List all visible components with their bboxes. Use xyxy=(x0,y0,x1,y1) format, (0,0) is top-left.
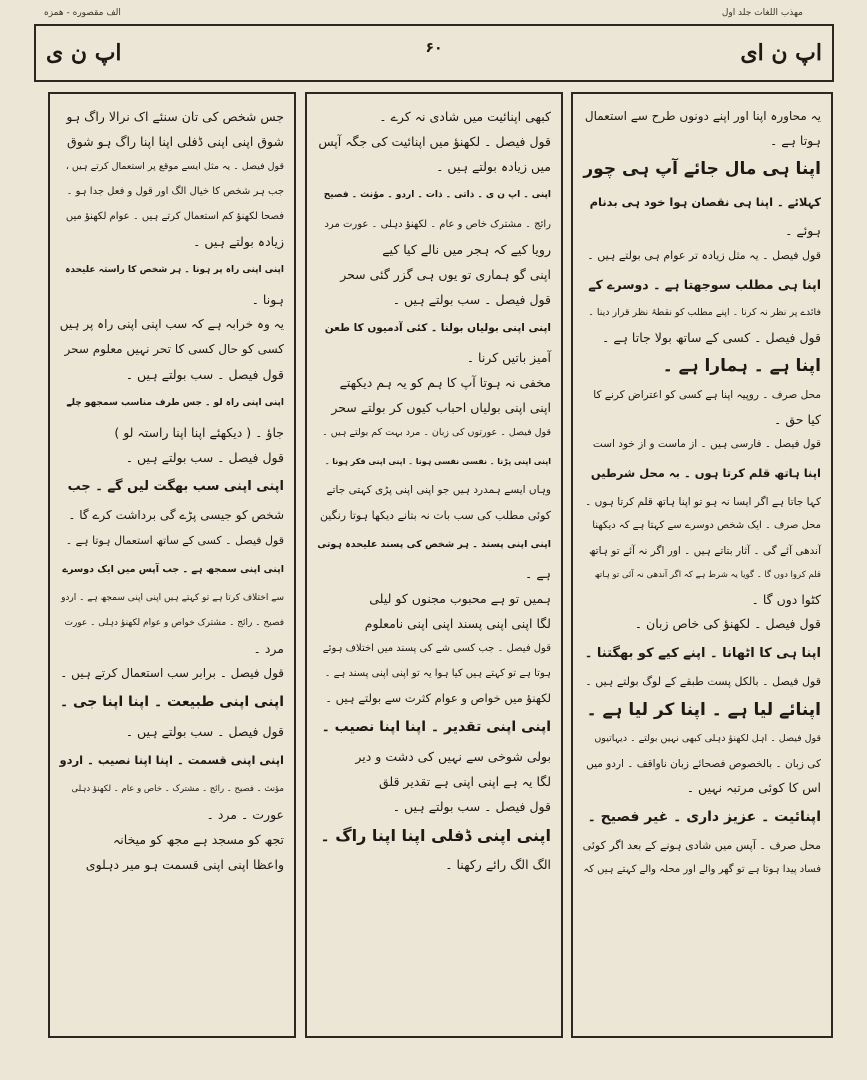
entry-headword: اپنا ہی کا اٹھانا ۔ اپنے کیے کو بھگتنا ۔ xyxy=(584,645,821,661)
entry-text-line: شوق اپنی اپنی ڈفلی اپنا اپنا راگ ہو شوق xyxy=(67,134,284,149)
entry-text-line: لکھنؤ میں خواص و عوام کثرت سے بولتے ہیں ۔ xyxy=(325,691,551,705)
entry-text-line: کہا جاتا ہے اگر ایسا نہ ہو تو اپنا ہاتھ قلم کرتا ہوں ۔ xyxy=(585,495,821,508)
header-bar xyxy=(34,24,834,82)
entry-text-line: کی زبان ۔ بالخصوص فصحائے زبان ناواقف ۔ اردو میں xyxy=(586,757,821,770)
entry-text-line: سے اختلاف کرتا ہے تو کہتے ہیں اپنی اپنی سمجھ ہے ۔ اردو xyxy=(61,593,284,603)
entry-text-line: تجھ کو مسجد ہے مجھ کو میخانہ xyxy=(112,832,284,847)
entry-text-line: قول فیصل ۔ فارسی ہیں ۔ از ماست و از خود است xyxy=(592,438,821,450)
entry-text-line: یہ محاورہ اپنا اور اپنے دونوں طرح سے استعمال xyxy=(584,109,821,123)
entry-text-line: قول فیصل ۔ عورتوں کی زبان ۔ مرد بہت کم بولتے ہیں ۔ xyxy=(322,427,551,438)
entry-headword: اپنی اپنی تقدیر ۔ اپنا اپنا نصیب ۔ xyxy=(321,719,551,735)
entry-text-line: قول فیصل ۔ کسی کے ساتھ بولا جاتا ہے ۔ xyxy=(602,329,821,345)
entry-text-line: فائدے پر نظر نہ کرنا ۔ اپنے مطلب کو نقطۂ نظر قرار دینا ۔ xyxy=(588,307,821,318)
entry-text-line: بولی شوخی سے نہیں کی دشت و دیر xyxy=(355,749,551,764)
entry-text-line: لگا یہ ہے اپنی اپنی ہے تقدیر قلق xyxy=(379,774,551,789)
running-head-left: الف مقصوره - همزه xyxy=(44,8,121,18)
entry-headword: اپنی اپنی قسمت ۔ اپنا اپنا نصیب ۔ اردو xyxy=(59,753,284,767)
entry-headword: اپنی اپنی پڑنا ۔ نفسی نفسی ہونا ۔ اپنی اپنی فکر ہونا ۔ xyxy=(324,457,551,466)
column-right xyxy=(571,92,833,1038)
entry-text-line: قول فیصل ۔ سب بولتے ہیں ۔ xyxy=(392,799,551,814)
entry-text-line: محل صرف ۔ ایک شخص دوسرے سے کہتا ہے کہ دیکھنا xyxy=(592,520,821,531)
entry-text-line: قول فیصل ۔ کسی کے ساتھ استعمال ہوتا ہے ۔ xyxy=(65,534,284,547)
entry-text-line: فصحا لکھنؤ کم استعمال کرتے ہیں ۔ عوام لکھنؤ میں xyxy=(65,211,284,222)
entry-text-line: ہوتا ہے ۔ xyxy=(770,132,821,148)
entry-headword: اپنی اپنی راہ لو ۔ جس طرف مناسب سمجھو چلے xyxy=(66,398,284,408)
entry-text-line: قول فیصل ۔ سب بولتے ہیں ۔ xyxy=(125,367,284,382)
entry-headword: اپنائیت ۔ عزیز داری ۔ غیر فصیح ۔ xyxy=(587,808,821,825)
page-number: ۶۰ xyxy=(425,40,443,56)
entry-text-line: ہوتا ہے تو کہتے ہیں کیا ہوا یہ تو اپنی اپنی پسند ہے ۔ xyxy=(324,668,551,679)
entry-text-line: واعظا اپنی اپنی قسمت ہو میر دہلوی xyxy=(85,857,284,872)
entry-text-line: قول فیصل ۔ لکھنؤ کی خاص زبان ۔ xyxy=(634,616,821,631)
header-entry-right: اپ ن ای xyxy=(740,40,822,66)
entry-headword: اپنی اپنی پسند ۔ ہر شخص کی پسند علیحدہ ہوتی xyxy=(317,539,551,550)
entry-text-line: آندھی آئے گی ۔ آثار بتاتے ہیں ۔ اور اگر نہ آئے تو ہاتھ xyxy=(589,544,821,557)
entry-text-line: قول فیصل ۔ جب کسی شے کی پسند میں اختلاف ہوئے xyxy=(322,643,551,654)
entry-text-line: عورت ۔ مرد ۔ xyxy=(206,807,284,822)
entry-headword: اپنی اپنی طبیعت ۔ اپنا اپنا جی ۔ xyxy=(59,694,284,710)
running-head-right: مهذب اللغات جلد اول xyxy=(721,8,803,18)
entry-text-line: مرد ۔ xyxy=(253,641,284,656)
entry-text-line: محل صرف ۔ آپس میں شادی ہونے کے بعد اگر کوئی xyxy=(582,838,821,852)
entry-headword: اپنی اپنی بولیاں بولنا ۔ کئی آدمیوں کا طعن xyxy=(324,322,551,334)
entry-text-line: ہمیں تو ہے محبوب مجنوں کو لیلی xyxy=(369,591,551,606)
entry-text-line: لگا اپنی اپنی پسند اپنی اپنی نامعلوم xyxy=(364,616,551,631)
entry-text-line: قول فیصل ۔ اہل لکھنؤ دہلی کبھی نہیں بولتے ۔ دیہاتیوں xyxy=(594,733,821,744)
entry-text-line: فساد پیدا ہوتا ہے تو گھر والے اور محلہ والے کہتے ہیں کہ xyxy=(583,864,821,875)
entry-text-line: جس شخص کی تان سنئے اک نرالا راگ ہو xyxy=(66,109,284,124)
entry-headword: اپنا ہاتھ قلم کرتا ہوں ۔ بہ محل شرطیں xyxy=(590,465,821,480)
entry-headword: اپنا ہے ۔ ہمارا ہے ۔ xyxy=(662,356,821,376)
entry-text-line: کیا حق ۔ xyxy=(774,411,821,427)
entry-headword: اپنی اپنی راہ پر ہونا ۔ ہر شخص کا راستہ علیحدہ xyxy=(65,265,284,275)
entry-text-line: قول فیصل ۔ سب بولتے ہیں ۔ xyxy=(392,292,551,307)
entry-text-line: جب ہر شخص کا خیال الگ اور قول و فعل جدا ہو ۔ xyxy=(66,186,284,197)
entry-headword: اپنی ۔ اپ ن ی ۔ ذاتی ۔ ذات ۔ اردو ۔ مؤنث ۔ فصیح xyxy=(323,190,551,200)
entry-headword: اپنی اپنی سمجھ ہے ۔ جب آپس میں ایک دوسرے xyxy=(62,564,284,575)
entry-text-line: ہے ۔ xyxy=(525,566,551,581)
entry-headword: کہلائے ۔ اپنا ہی نقصان ہوا خود ہی بدنام xyxy=(589,195,821,209)
header-entry-left: اپ ن ی xyxy=(46,40,122,66)
entry-headword: اپنی اپنی سب بھگت لیں گے ۔ جب xyxy=(67,479,284,494)
entry-text-line: رائج ۔ مشترک خاص و عام ۔ لکھنؤ دہلی ۔ عورت مرد xyxy=(324,219,551,230)
entry-text-line: ہونا ۔ xyxy=(251,292,284,307)
entry-text-line: اپنی اپنی بولیاں احباب کیوں کر بولتے سحر xyxy=(331,400,551,415)
entry-text-line: قول فیصل ۔ برابر سب استعمال کرتے ہیں ۔ xyxy=(60,666,284,680)
entry-text-line: قول فیصل ۔ بالکل پست طبقے کے لوگ بولتے ہیں ۔ xyxy=(585,674,821,688)
entry-text-line: ہوئے ۔ xyxy=(785,223,821,238)
entry-text-line: قول فیصل ۔ سب بولتے ہیں ۔ xyxy=(125,450,284,465)
entry-text-line: الگ الگ رائے رکھنا ۔ xyxy=(445,857,551,872)
entry-text-line: فصیح ۔ رائج ۔ مشترک خواص و عوام لکھنؤ دہلی ۔ عورت xyxy=(64,618,284,628)
entry-headword: اپنائے لیا ہے ۔ اپنا کر لیا ہے ۔ xyxy=(586,700,821,720)
entry-text-line: زیادہ بولتے ہیں ۔ xyxy=(193,234,284,249)
entry-text-line: مخفی نہ ہوتا آپ کا ہم کو یہ ہم دیکھتے xyxy=(339,375,551,390)
entry-text-line: وہاں ایسے ہمدرد ہیں جو اپنی اپنی پڑی کہتی جاتے xyxy=(326,484,551,496)
entry-text-line: جاؤ ۔ ( دیکھئے اپنا اپنا راستہ لو ) xyxy=(114,425,284,440)
entry-text-line: شخص کو جیسی پڑے گی برداشت کرے گا ۔ xyxy=(68,508,284,522)
column-left xyxy=(48,92,296,1038)
column-middle xyxy=(305,92,563,1038)
entry-text-line: اپنی گو ہماری تو یوں ہی گزر گئی سحر xyxy=(340,267,551,282)
entry-text-line: قول فیصل ۔ لکھنؤ میں اپنائیت کی جگہ آپس xyxy=(318,134,551,149)
entry-text-line: محل صرف ۔ روپیہ اپنا ہے کسی کو اعتراض کرنے کا xyxy=(593,389,821,401)
entry-text-line: میں زیادہ بولتے ہیں ۔ xyxy=(436,159,551,174)
entry-text-line: قول فیصل ۔ سب بولتے ہیں ۔ xyxy=(125,724,284,739)
entry-text-line: قول فیصل ۔ یہ مثل زیادہ تر عوام ہی بولتے ہیں ۔ xyxy=(587,248,821,262)
entry-text-line: آمیز باتیں کرنا ۔ xyxy=(466,350,551,365)
entry-text-line: کٹوا دوں گا ۔ xyxy=(751,591,821,607)
entry-text-line: کبھی اپنائیت میں شادی نہ کرے ۔ xyxy=(379,109,551,124)
entry-headword: اپنی اپنی ڈفلی اپنا اپنا راگ ۔ xyxy=(320,826,551,845)
entry-text-line: قلم کروا دوں گا ۔ گویا یہ شرط ہے کہ اگر آندھی نہ آئی تو ہاتھ xyxy=(594,570,821,580)
entry-text-line: اس کا کوئی مرتبہ نہیں ۔ xyxy=(686,780,821,795)
entry-text-line: رویا کیے کہ ہجر میں نالے کیا کیے xyxy=(382,242,551,257)
entry-headword: اپنا ہی مطلب سوجھتا ہے ۔ دوسرے کے xyxy=(588,277,821,292)
entry-text-line: یہ وہ خرابہ ہے کہ سب اپنی اپنی راہ پر ہیں xyxy=(59,317,284,331)
entry-headword: اپنا ہی مال جائے آپ ہی چور xyxy=(583,159,821,179)
entry-text-line: مؤنث ۔ فصیح ۔ رائج ۔ مشترک ۔ خاص و عام ۔ لکھنؤ دہلی xyxy=(71,784,284,794)
entry-text-line: کسی کو حال کسی کا تحر نہیں معلوم سحر xyxy=(64,342,284,356)
entry-text-line: قول فیصل ۔ یہ مثل ایسے موقع پر استعمال کرتے ہیں ، xyxy=(65,161,284,172)
entry-text-line: کوئی مطلب کی سب بات نہ بتانے دیکھا ہوتا رنگین xyxy=(319,509,551,522)
